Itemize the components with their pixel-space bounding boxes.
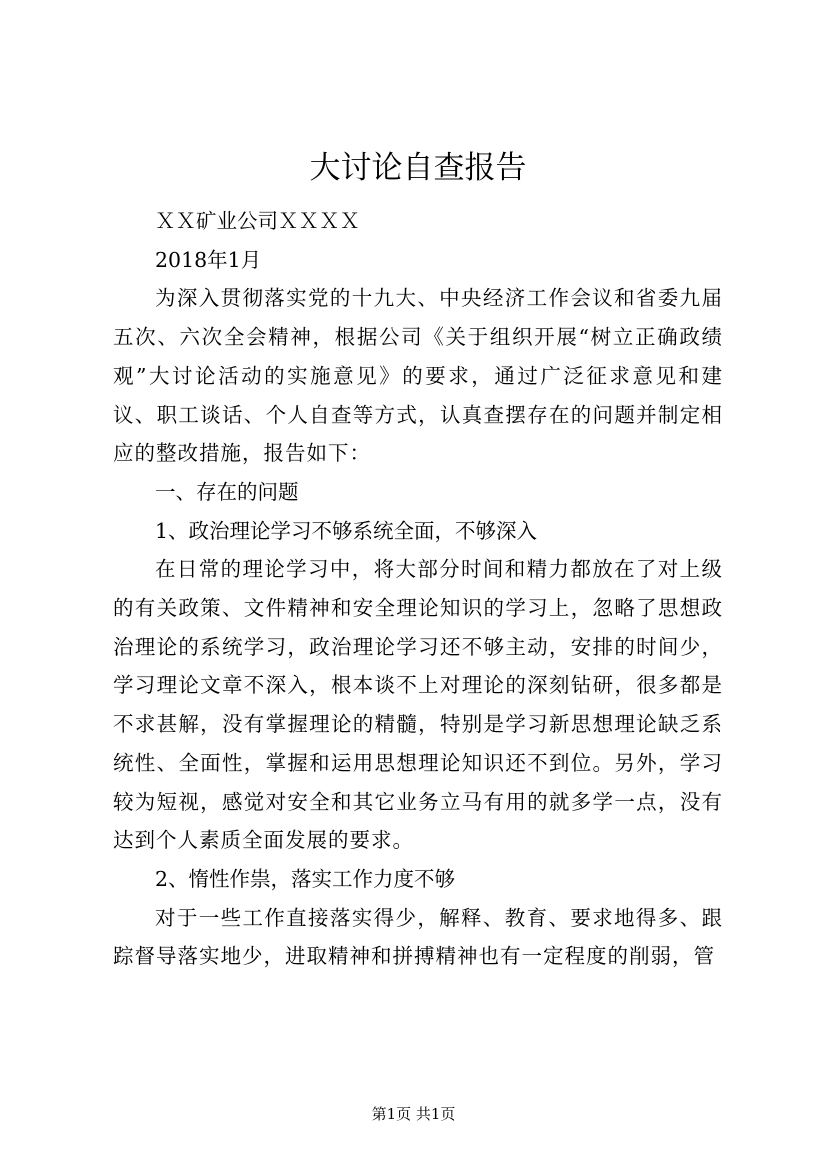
page-number-footer: 第1页 共1页 bbox=[371, 1105, 456, 1123]
document-body bbox=[113, 148, 723, 976]
paragraph-2: 对于一些工作直接落实得少，解释、教育、要求地得多、跟踪督导落实地少，进取精神和拼搏精神也有一定程度的削弱，管 bbox=[113, 905, 723, 969]
paragraph-1: 在日常的理论学习中，将大部分时间和精力都放在了对上级的有关政策、文件精神和安全理论知识的学习上，忽略了思想政治理论的系统学习，政治理论学习还不够主动，安排的时间少，学习理论文章不深入，根本谈不上对理论的深刻钻研，很多都是不求甚解，没有掌握理论的精髓，特别是学习新思想理论缺乏系统性、全面性，掌握和运用思想理论知识还不到位。另外，学习较为短视，感觉对安全和其它业务立马有用的就多学一点，没有达到个人素质全面发展的要求。 bbox=[113, 557, 723, 853]
subheading-1: 1、政治理论学习不够系统全面，不够深入 bbox=[155, 518, 538, 543]
intro-paragraph: 为深入贯彻落实党的十九大、中央经济工作会议和省委九届五次、六次全会精神，根据公司《关于组织开展“树立正确政绩观”大讨论活动的实施意见》的要求，通过广泛征求意见和建议、职工谈话、个人自查等方式，认真查摆存在的问题并制定相应的整改措施，报告如下： bbox=[113, 286, 723, 466]
company-line: ＸＸ矿业公司ＸＸＸＸ bbox=[155, 209, 360, 233]
date-line: 2018年1月 bbox=[155, 247, 262, 272]
section-heading: 一、存在的问题 bbox=[155, 479, 299, 504]
document-title: 大讨论自查报告 bbox=[309, 150, 527, 186]
subheading-2: 2、惰性作祟，落实工作力度不够 bbox=[155, 866, 456, 891]
